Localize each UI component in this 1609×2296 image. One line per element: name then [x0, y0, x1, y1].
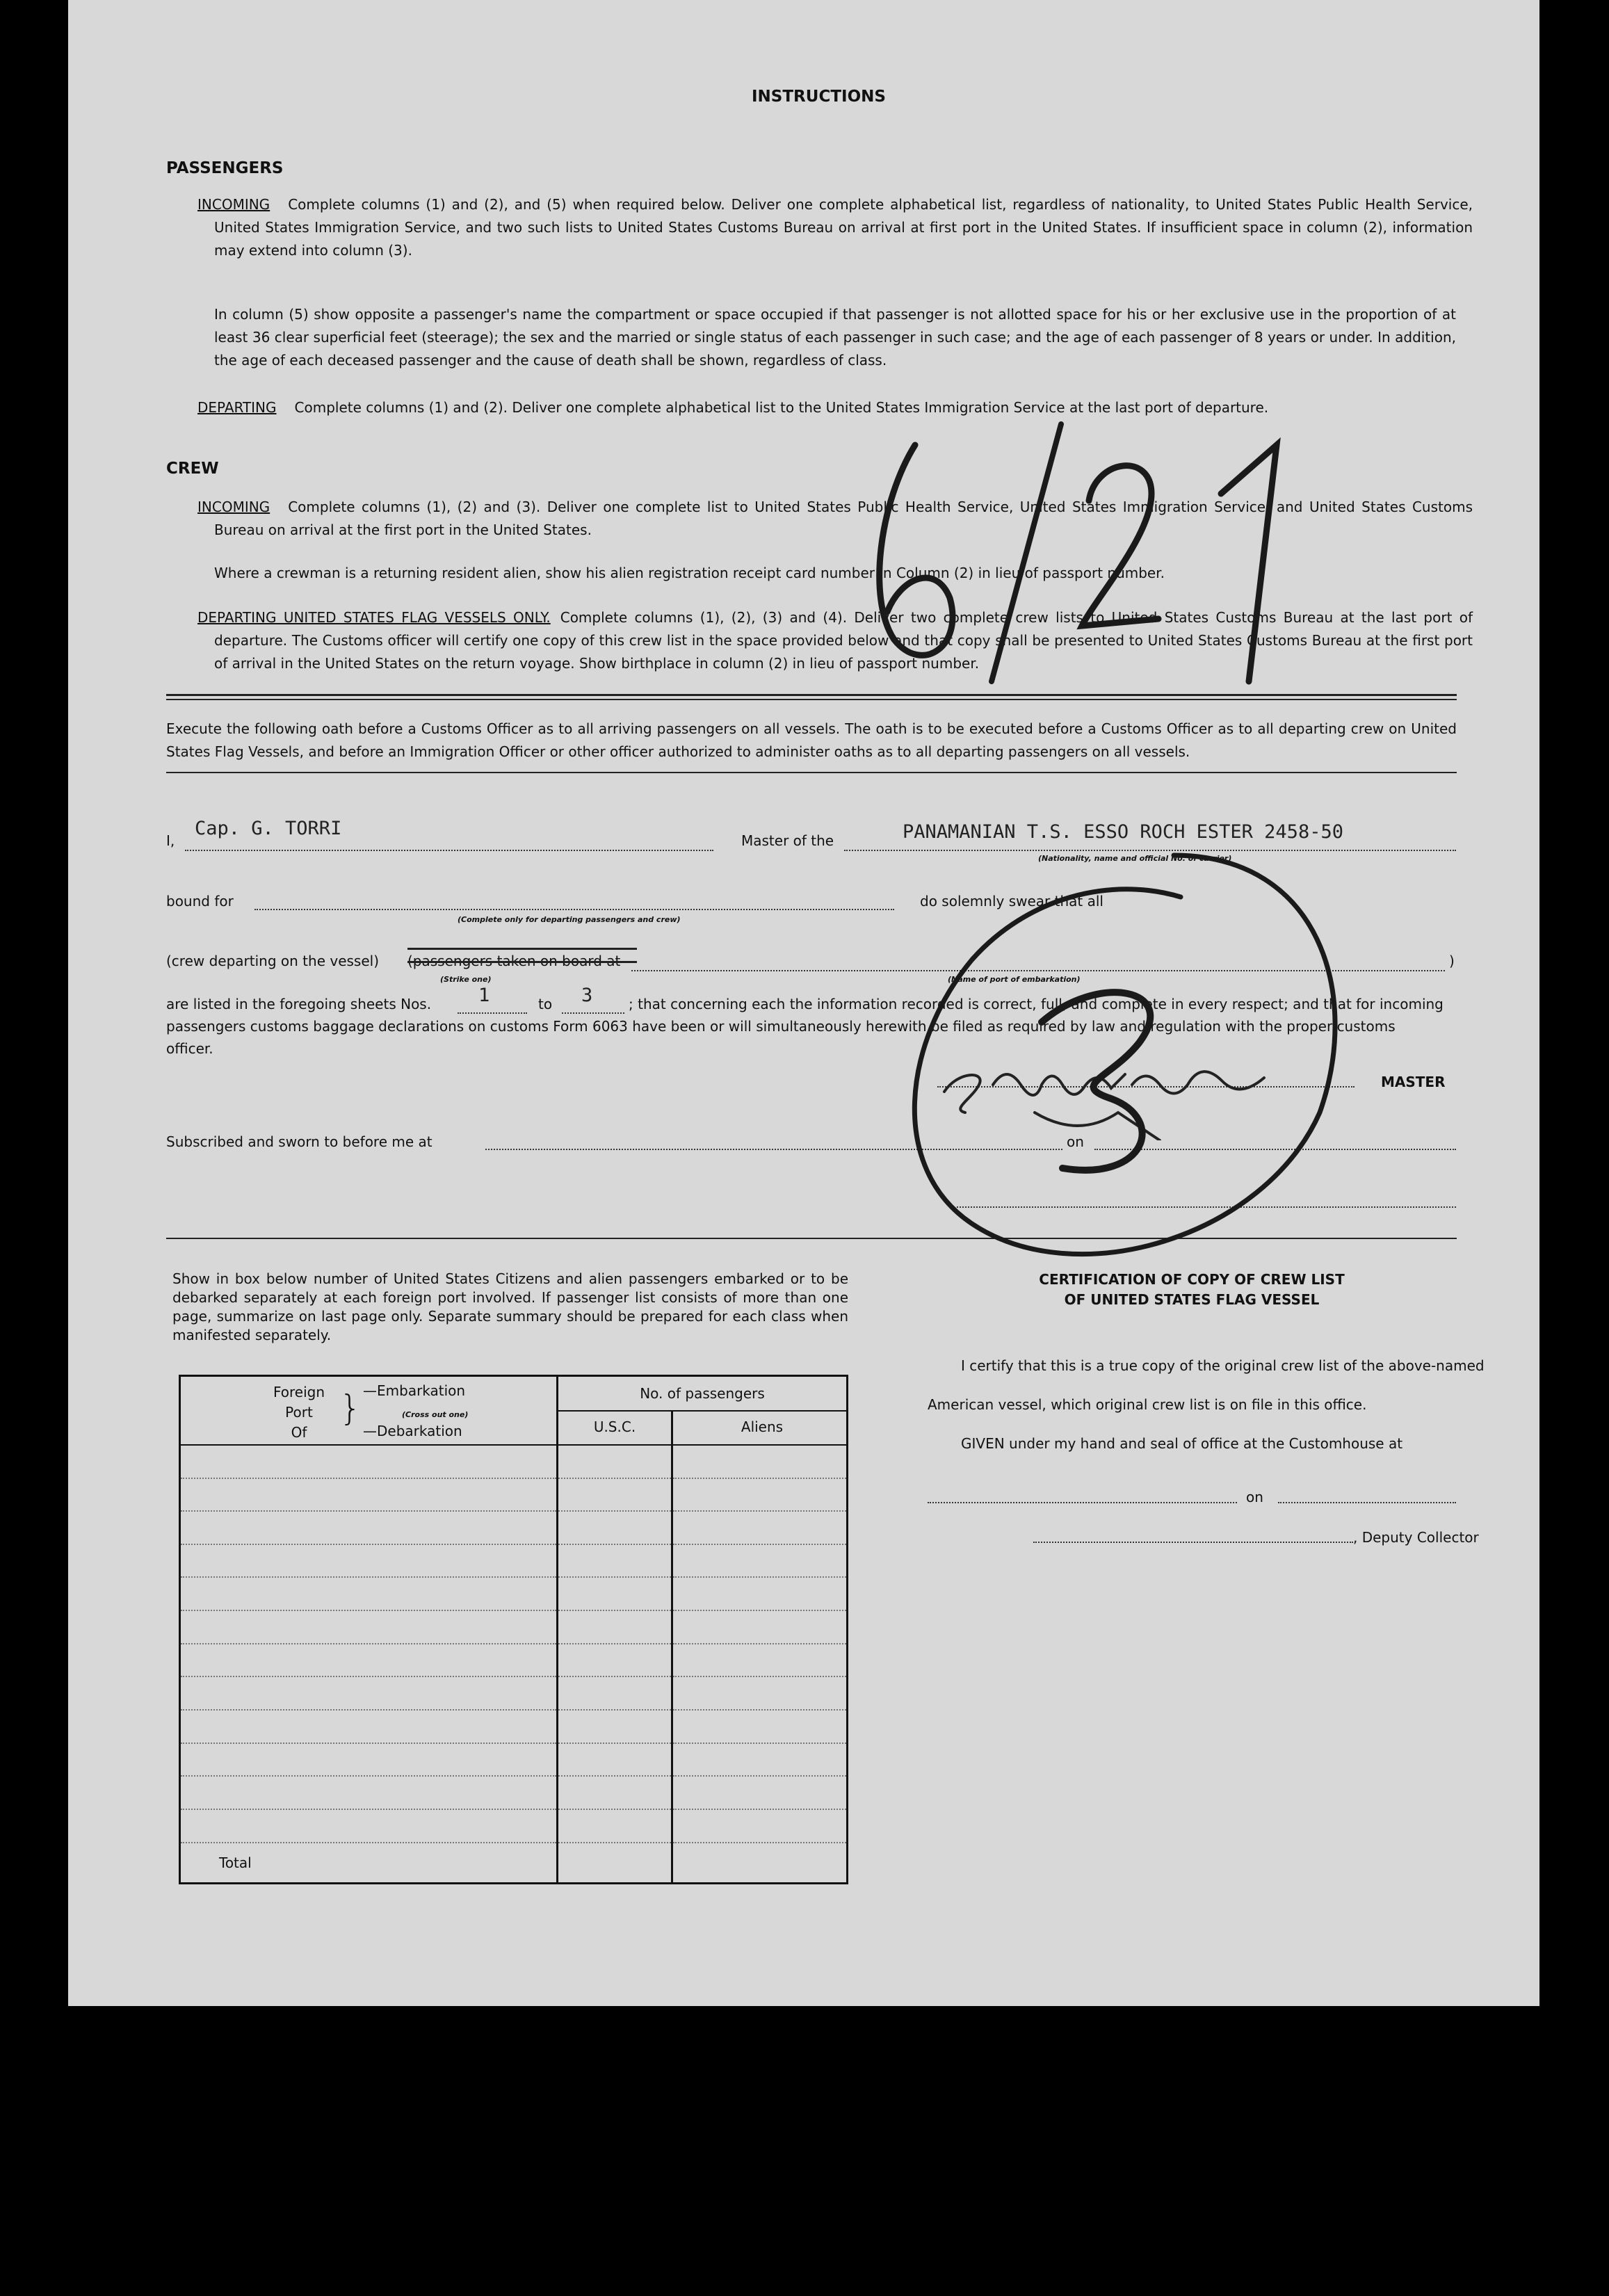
officer-signature-field[interactable]	[953, 1206, 1456, 1208]
aliens-cell[interactable]	[672, 1776, 848, 1809]
certify-text-1: I certify that this is a true copy of the original crew list of the above-named	[961, 1357, 1485, 1374]
port-cell[interactable]	[180, 1577, 558, 1610]
port-caption: (Name of port of embarkation)	[948, 975, 1081, 984]
aliens-label: Aliens	[741, 1418, 784, 1435]
subscribed-place-field[interactable]	[485, 1149, 1062, 1150]
port-cell[interactable]	[180, 1710, 558, 1743]
divider-top	[166, 694, 1457, 696]
passengers-departing-text: Complete columns (1) and (2). Deliver one complete alphabetical list to the United States Immigration Service at the last port of departure.	[294, 399, 1269, 416]
usc-cell[interactable]	[558, 1644, 672, 1677]
sheet-to-value: 3	[581, 985, 593, 1006]
usc-cell[interactable]	[558, 1743, 672, 1777]
vessel-caption: (Nationality, name and official No. of carrier)	[1038, 854, 1232, 863]
usc-label: U.S.C.	[593, 1418, 636, 1435]
divider-bottom	[166, 1238, 1457, 1239]
master-name-value: Cap. G. TORRI	[195, 818, 342, 839]
passengers-incoming-paragraph	[197, 193, 1473, 262]
close-paren: )	[1449, 953, 1455, 969]
aliens-total-cell[interactable]	[672, 1843, 848, 1884]
signature-line[interactable]	[937, 1086, 1355, 1088]
aliens-cell[interactable]	[672, 1511, 848, 1544]
passengers-incoming-text: Complete columns (1) and (2), and (5) when required below. Deliver one complete alphabetical list, regardless of nationality, to United States Public Health Service, United States Immigration Service, and two such lists to United States Customs Bureau on arrival at first port in the United States. If insufficient space in column (2), information may extend into column (3).	[214, 196, 1473, 259]
passengers-heading: PASSENGERS	[166, 159, 284, 177]
crew-departing-on-vessel: (crew departing on the vessel)	[166, 953, 379, 969]
listed-text-3: officer.	[166, 1040, 213, 1057]
usc-cell[interactable]	[558, 1445, 672, 1478]
master-of-label: Master of the	[741, 832, 834, 849]
crew-departing-paragraph	[197, 606, 1473, 675]
port-cell[interactable]	[180, 1478, 558, 1512]
no-passengers-header	[558, 1376, 848, 1445]
sheet-to-field[interactable]	[562, 1012, 624, 1014]
summary-instructions: Show in box below number of United States Citizens and alien passengers embarked or to be debarked separately at each foreign port involved. If passenger list consists of more than one page, summarize on last page only. Separate summary should be prepared for each class when manifested separately.	[172, 1270, 848, 1343]
passenger-summary-table	[179, 1375, 848, 1884]
header-split-line	[558, 1410, 846, 1412]
listed-text-2: passengers customs baggage declarations on customs Form 6063 have been or will simultaneously herewith be filed as required by law and regulation with the proper customs	[166, 1018, 1396, 1035]
sheet-from-field[interactable]	[458, 1012, 527, 1014]
passengers-taken-struck	[407, 950, 620, 973]
aliens-cell[interactable]	[672, 1676, 848, 1710]
passengers-incoming-label: INCOMING	[197, 196, 270, 213]
crew-incoming-label: INCOMING	[197, 499, 270, 515]
bound-for-caption: (Complete only for departing passengers and crew)	[458, 915, 681, 924]
foreign-port-header	[180, 1376, 558, 1445]
certification-on-label: on	[1246, 1489, 1263, 1505]
crew-incoming-text: Complete columns (1), (2) and (3). Deliver one complete list to United States Public Health Service, United States Immigration Service, and United States Customs Bureau on arrival at the first port in the United States.	[214, 499, 1473, 538]
subscribed-label: Subscribed and sworn to before me at	[166, 1133, 432, 1150]
port-cell[interactable]	[180, 1776, 558, 1809]
usc-cell[interactable]	[558, 1511, 672, 1544]
port-cell[interactable]	[180, 1610, 558, 1644]
master-name-field[interactable]	[185, 850, 713, 851]
aliens-cell[interactable]	[672, 1577, 848, 1610]
oath-i-label: I,	[166, 832, 175, 849]
usc-cell[interactable]	[558, 1577, 672, 1610]
divider-top-2	[166, 699, 1457, 700]
crew-departing-text: Complete columns (1), (2), (3) and (4). Deliver two complete crew lists to United States Customs Bureau at the last port of departure. The Customs officer will certify one copy of this crew list in the space provided below and that copy shall be presented to United States Customs Bureau at the first port of arrival in the United States on the return voyage. Show birthplace in column (2) in lieu of passport number.	[214, 609, 1473, 672]
listed-text: ; that concerning each the information recorded is correct, full, and complete in every respect; and that for incoming	[629, 996, 1444, 1012]
port-cell[interactable]	[180, 1544, 558, 1578]
usc-cell[interactable]	[558, 1710, 672, 1743]
port-cell[interactable]	[180, 1676, 558, 1710]
handwritten-circled-number	[833, 834, 1375, 1279]
strikeout-mark	[407, 948, 637, 963]
usc-cell[interactable]	[558, 1544, 672, 1578]
usc-cell[interactable]	[558, 1809, 672, 1843]
port-cell[interactable]	[180, 1743, 558, 1777]
customhouse-field[interactable]	[928, 1502, 1237, 1503]
subscribed-on-label: on	[1067, 1133, 1084, 1150]
vessel-value: PANAMANIAN T.S. ESSO ROCH ESTER 2458-50	[903, 821, 1343, 843]
master-label: MASTER	[1381, 1074, 1446, 1090]
crew-incoming-paragraph	[197, 496, 1473, 542]
crew-heading: CREW	[166, 460, 219, 478]
resident-alien-paragraph: Where a crewman is a returning resident alien, show his alien registration receipt card number in Column (2) in lieu of passport number.	[214, 565, 1165, 581]
certification-date-field[interactable]	[1278, 1502, 1456, 1503]
given-text: GIVEN under my hand and seal of office at the Customhouse at	[961, 1435, 1403, 1452]
column5-paragraph: In column (5) show opposite a passenger's name the compartment or space occupied if that passenger is not allotted space for his or her exclusive use in the proportion of at least 36 clear superficial feet (steerage); the sex and the married or single status of each passenger in such case; and the age of each passenger of 8 years or under. In addition, the age of each deceased passenger and the cause of death shall be shown, regardless of class.	[214, 306, 1456, 369]
passengers-departing-label: DEPARTING	[197, 399, 277, 416]
cross-out-caption: (Cross out one)	[402, 1410, 469, 1419]
usc-cell[interactable]	[558, 1776, 672, 1809]
aliens-cell[interactable]	[672, 1610, 848, 1644]
strike-one-caption: (Strike one)	[440, 975, 492, 984]
aliens-cell[interactable]	[672, 1445, 848, 1478]
form-page	[68, 0, 1539, 2006]
page-title: INSTRUCTIONS	[752, 88, 886, 106]
port-cell[interactable]	[180, 1511, 558, 1544]
to-label: to	[538, 996, 553, 1012]
crew-departing-label: DEPARTING UNITED STATES FLAG VESSELS ONLY.	[197, 609, 551, 626]
certification-title-1: CERTIFICATION OF COPY OF CREW LIST	[1039, 1271, 1345, 1288]
aliens-cell[interactable]	[672, 1710, 848, 1743]
port-label: Port	[285, 1404, 313, 1421]
brace-mark: }	[339, 1388, 362, 1428]
port-cell[interactable]	[180, 1445, 558, 1478]
usc-cell[interactable]	[558, 1478, 672, 1512]
aliens-cell[interactable]	[672, 1478, 848, 1512]
usc-cell[interactable]	[558, 1610, 672, 1644]
passengers-taken-label: (passengers taken on board at	[407, 953, 621, 969]
total-row-label-cell	[180, 1843, 558, 1884]
port-cell[interactable]	[180, 1644, 558, 1677]
deputy-collector-label: , Deputy Collector	[1353, 1529, 1479, 1546]
oath-intro: Execute the following oath before a Customs Officer as to all arriving passengers on all vessels. The oath is to be executed before a Customs Officer as to all departing crew on United States Flag Vessels, and before an Immigration Officer or other officer authorized to administer oaths as to all departing passengers on all vessels.	[166, 720, 1457, 760]
divider-oath	[166, 772, 1457, 773]
certify-text-2: American vessel, which original crew list is on file in this office.	[928, 1396, 1367, 1413]
certification-title-2: OF UNITED STATES FLAG VESSEL	[1064, 1291, 1320, 1308]
aliens-cell[interactable]	[672, 1644, 848, 1677]
deputy-collector-field[interactable]	[1033, 1542, 1353, 1543]
subscribed-date-field[interactable]	[1094, 1149, 1456, 1150]
of-label: Of	[291, 1424, 307, 1441]
aliens-cell[interactable]	[672, 1743, 848, 1777]
total-label: Total	[219, 1854, 252, 1871]
master-signature	[930, 1043, 1334, 1140]
passengers-departing-paragraph	[197, 396, 1456, 419]
embarkation-label: —Embarkation	[363, 1382, 466, 1399]
aliens-cell[interactable]	[672, 1809, 848, 1843]
listed-label: are listed in the foregoing sheets Nos.	[166, 996, 432, 1012]
port-cell[interactable]	[180, 1809, 558, 1843]
swear-text: do solemnly swear that all	[920, 893, 1103, 909]
usc-total-cell[interactable]	[558, 1843, 672, 1884]
aliens-cell[interactable]	[672, 1544, 848, 1578]
debarkation-label: —Debarkation	[363, 1423, 462, 1439]
foreign-label: Foreign	[273, 1384, 325, 1400]
usc-cell[interactable]	[558, 1676, 672, 1710]
no-passengers-label: No. of passengers	[640, 1385, 765, 1402]
sheet-from-value: 1	[478, 985, 490, 1006]
bound-for-label: bound for	[166, 893, 234, 909]
